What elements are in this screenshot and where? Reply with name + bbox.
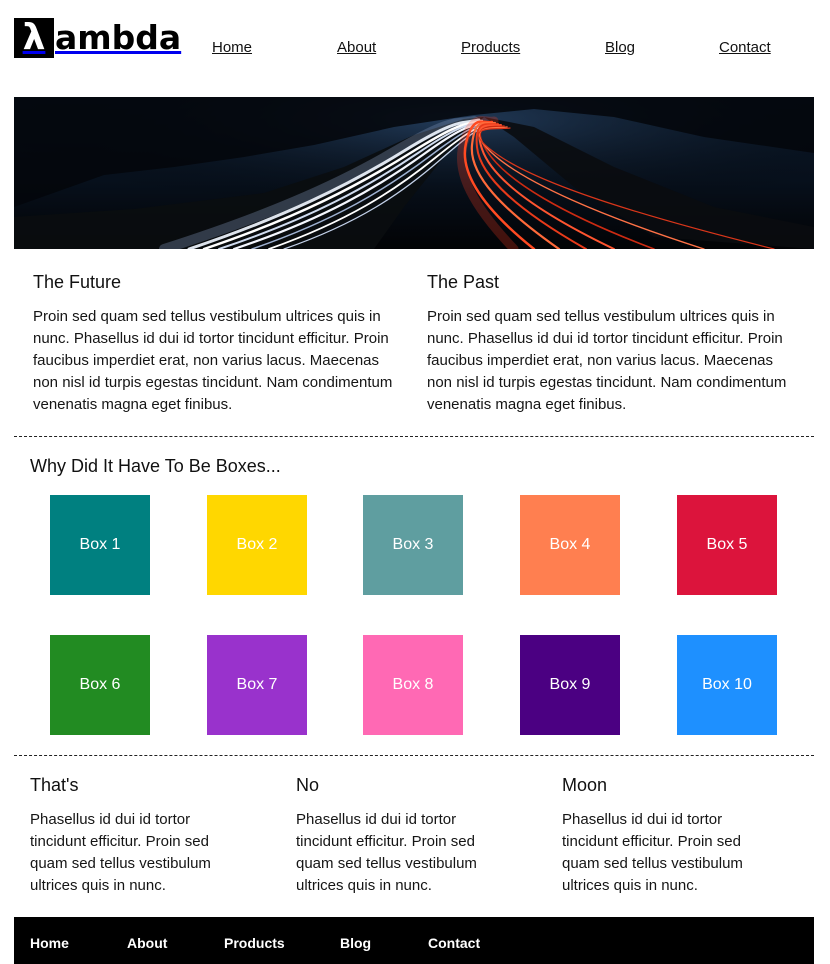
box-7: Box 7 bbox=[207, 635, 307, 735]
story-the-past-title: The Past bbox=[427, 272, 500, 292]
nav-home[interactable]: Home bbox=[212, 39, 253, 56]
footer-nav-home[interactable]: Home bbox=[30, 935, 69, 951]
story-the-future bbox=[33, 270, 403, 416]
site-footer bbox=[14, 917, 814, 964]
nav-blog[interactable]: Blog bbox=[605, 39, 636, 56]
section-divider bbox=[14, 436, 814, 437]
story-the-past-body: Proin sed quam sed tellus vestibulum ultrices quis in nunc. Phasellus id dui id tortor tincidunt efficitur. Proin faucibus imperdiet erat, non varius lacus. Maecenas non nisl id turpis egestas tincidunt. Nam condimentum venenatis magna eget finibus. bbox=[427, 308, 787, 413]
lambda-logo-mark: λ bbox=[14, 18, 54, 58]
column-no-body: Phasellus id dui id tortor tincidunt efficitur. Proin sed quam sed tellus vestibulum ultrices quis in nunc. bbox=[296, 811, 477, 894]
lambda-logo-text: ambda bbox=[55, 18, 182, 57]
box-3: Box 3 bbox=[363, 495, 463, 595]
column-no bbox=[296, 773, 501, 897]
column-thats-body: Phasellus id dui id tortor tincidunt efficitur. Proin sed quam sed tellus vestibulum ultrices quis in nunc. bbox=[30, 811, 211, 894]
box-4: Box 4 bbox=[520, 495, 620, 595]
section-divider bbox=[14, 755, 814, 756]
lambda-logo[interactable] bbox=[14, 18, 181, 58]
footer-nav-blog[interactable]: Blog bbox=[340, 935, 372, 951]
column-thats-title: That's bbox=[30, 775, 79, 795]
box-9: Box 9 bbox=[520, 635, 620, 735]
box-8: Box 8 bbox=[363, 635, 463, 735]
nav-contact[interactable]: Contact bbox=[719, 39, 771, 56]
box-5: Box 5 bbox=[677, 495, 777, 595]
highway-light-trails-image bbox=[14, 97, 814, 249]
story-the-future-body: Proin sed quam sed tellus vestibulum ultrices quis in nunc. Phasellus id dui id tortor tincidunt efficitur. Proin faucibus imperdiet erat, non varius lacus. Maecenas non nisl id turpis egestas tincidunt. Nam condimentum venenatis magna eget finibus. bbox=[33, 308, 393, 413]
story-the-future-title: The Future bbox=[33, 272, 122, 292]
box-2: Box 2 bbox=[207, 495, 307, 595]
column-moon bbox=[562, 773, 767, 897]
hero-image bbox=[14, 97, 814, 249]
column-moon-title: Moon bbox=[562, 775, 608, 795]
boxes-section-title: Why Did It Have To Be Boxes... bbox=[30, 456, 281, 476]
box-6: Box 6 bbox=[50, 635, 150, 735]
box-10: Box 10 bbox=[677, 635, 777, 735]
footer-nav-about[interactable]: About bbox=[127, 935, 168, 951]
column-moon-body: Phasellus id dui id tortor tincidunt efficitur. Proin sed quam sed tellus vestibulum ultrices quis in nunc. bbox=[562, 811, 743, 894]
footer-nav-contact[interactable]: Contact bbox=[428, 935, 481, 951]
nav-products[interactable]: Products bbox=[461, 39, 521, 56]
story-the-past bbox=[427, 270, 797, 416]
column-thats bbox=[30, 773, 235, 897]
footer-nav-products[interactable]: Products bbox=[224, 935, 285, 951]
site-header bbox=[0, 0, 830, 97]
box-1: Box 1 bbox=[50, 495, 150, 595]
column-no-title: No bbox=[296, 775, 320, 795]
nav-about[interactable]: About bbox=[337, 39, 377, 56]
